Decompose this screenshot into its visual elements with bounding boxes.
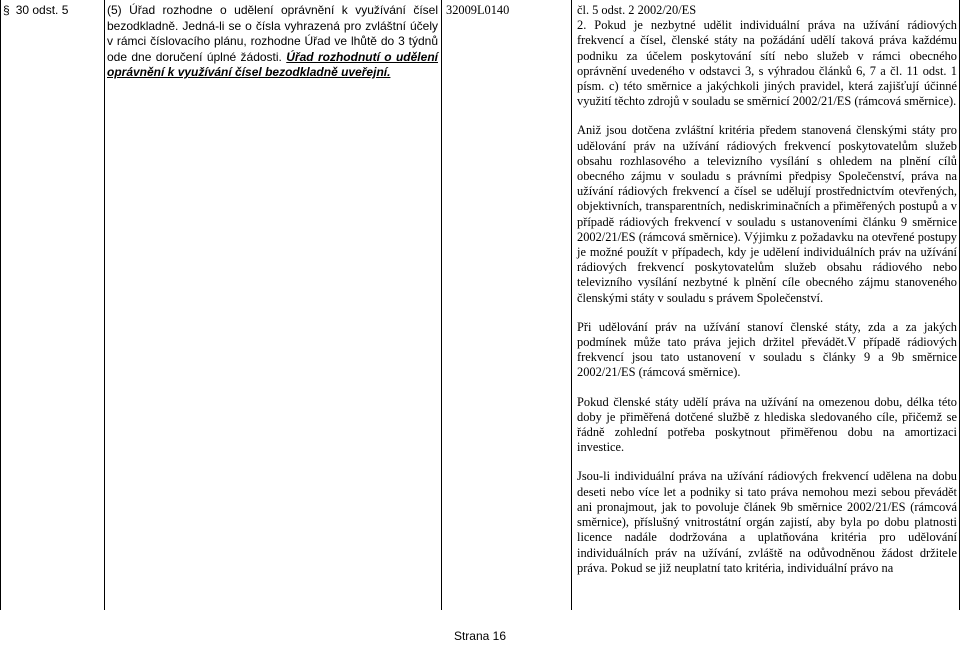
national-provision-highlighted: Úřad rozhodnutí o udělení oprávnění k využívání čísel bezodkladně uveřejní. bbox=[107, 49, 438, 79]
page-number: Strana 16 bbox=[453, 629, 507, 643]
column-divider-3 bbox=[571, 0, 572, 610]
column-divider-1 bbox=[104, 0, 105, 610]
provision-reference-text: 30 odst. 5 bbox=[15, 3, 69, 17]
national-provision-text bbox=[107, 3, 438, 81]
eu-paragraph-2: Aniž jsou dotčena zvláštní kritéria předem stanovená členskými státy pro udělování práv na užívání rádiových frekvencí poskytovatelům služeb obsahu rozhlasového a televizního vysílání s ohledem na plnění cílů obecného zájmu v souladu s právními předpisy Společenství, práva na užívání rádiových frekvencí a čísel se udělují prostřednictvím otevřených, objektivních, transparentních, nediskriminačních a přiměřených postupů a v případě rádiových frekvencí v souladu s ustanoveními článku 9 směrnice 2002/21/ES (rámcová směrnice). Výjimku z požadavku na otevřené postupy je možné použít v případech, kdy je udělení individuálních práv na užívání rádiových frekvencí poskytovatelům služeb obsahu rádiového nebo televizního vysílání nezbytné k plnění cíle obecného zájmu stanoveného členskými státy v souladu s právem Společenství. bbox=[577, 123, 957, 305]
eu-provision-heading: čl. 5 odst. 2 2002/20/ES bbox=[577, 3, 697, 17]
celex-number: 32009L0140 bbox=[446, 3, 510, 17]
column-divider-2 bbox=[441, 0, 442, 610]
eu-paragraph-4: Pokud členské státy udělí práva na užívání na omezenou dobu, délka této doby je přiměřená dotčené službě z hlediska sledovaného cíle, přičemž se řádně zohlední potřeba poskytnout přiměřenou dobu na amortizaci investice. bbox=[577, 394, 957, 455]
national-provision-plain: (5) Úřad rozhodne o udělení oprávnění k využívání čísel bezodkladně. Jedná-li se o čísla vyhrazená pro zvláštní účely v rámci číslovacího plánu, rozhodne Úřad ve lhůtě do 3 týdnů ode dne doručení úplné žádosti. bbox=[107, 3, 438, 64]
section-symbol: § bbox=[3, 3, 10, 17]
provision-reference bbox=[3, 3, 101, 19]
eu-paragraph-5: Jsou-li individuální práva na užívání rádiových frekvencí udělena na dobu deseti nebo více let a podniky si tato práva nemohou mezi sebou převádět ani pronajmout, jak to povoluje článek 9b směrnice 2002/21/ES (rámcová směrnice), příslušný vnitrostátní orgán zajistí, aby byla po dobu platnosti licence nadále dodržována a uplatňována kritéria pro udělování individuálních práv na užívání, zvláště na odůvodněnou žádost držitele práva. Pokud se již neuplatní tato kritéria, individuální právo na bbox=[577, 469, 957, 575]
eu-paragraph-1: 2. Pokud je nezbytné udělit individuální práva na užívání rádiových frekvencí a čísel, členské státy na požádání udělí taková práva každému podniku za účelem poskytování sítí nebo služeb v rámci obecného oprávnění uvedeného v odstavci 3, s výhradou článků 6, 7 a čl. 11 odst. 1 písm. c) této směrnice a jakýchkoli jiných pravidel, která zajišťují účinné využití těchto zdrojů v souladu se směrnicí 2002/21/ES (rámcová směrnice). bbox=[577, 18, 957, 109]
table-border-left bbox=[0, 0, 1, 610]
eu-provision-text bbox=[577, 3, 957, 590]
eu-paragraph-3: Při udělování práv na užívání stanoví členské státy, zda a za jakých podmínek může tato práva jejich držitel převádět.V případě rádiových frekvencí jsou tato ustanovení v souladu s články 9 a 9b směrnice 2002/21/ES (rámcová směrnice). bbox=[577, 319, 957, 380]
